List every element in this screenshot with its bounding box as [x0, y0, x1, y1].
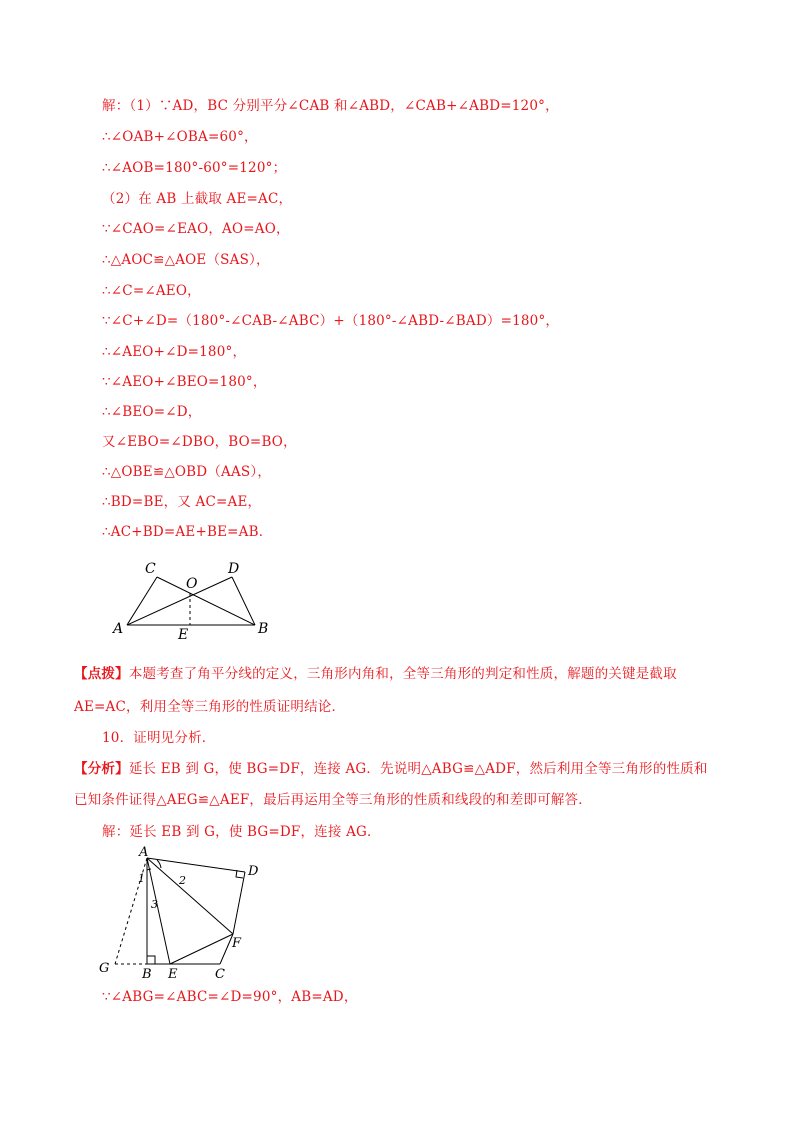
point-label-c: C: [215, 967, 225, 980]
dianbo-line-2: AE=AC，利用全等三角形的性质证明结论．: [74, 699, 346, 715]
solution-line: ∴△AOC≌△AOE（SAS），: [102, 252, 270, 268]
point-label-b: B: [142, 967, 152, 980]
geometry-figure-1: [100, 555, 290, 645]
analysis-line-2: 已知条件证得△AEG≌△AEF，最后再运用全等三角形的性质和线段的和差即可解答．: [74, 792, 592, 808]
point-label-f: F: [232, 936, 242, 951]
point-label-g: G: [99, 961, 110, 976]
solution-line: ∴∠OAB+∠OBA=60°，: [102, 129, 258, 145]
point-label-a: A: [139, 845, 149, 860]
angle-label-1: 1: [138, 872, 145, 885]
dianbo-text: 本题考查了角平分线的定义，三角形内角和，全等三角形的判定和性质，解题的关键是截取: [128, 666, 677, 682]
point-label-d: D: [228, 561, 240, 577]
analysis-text: 延长 EB 到 G，使 BG=DF，连接 AG．先说明△ABG≌△ADF，然后利用全等三角形的性质和: [128, 761, 708, 777]
solution-line: ∴△OBE≌△OBD（AAS），: [102, 464, 272, 480]
solution-10-line-2: ∵∠ABG=∠ABC=∠D=90°，AB=AD，: [102, 989, 358, 1005]
solution-line: ∴AC+BD=AE+BE=AB．: [102, 524, 273, 540]
solution-line: ∴∠AOB=180°-60°=120°；: [102, 160, 287, 176]
question-10-label: 10．证明见分析．: [102, 730, 216, 746]
point-label-c: C: [145, 561, 156, 577]
point-label-d: D: [248, 864, 259, 879]
point-label-e: E: [168, 967, 178, 980]
solution-line: ∴BD=BE，又 AC=AE，: [102, 494, 262, 510]
solution-line: ∵∠CAO=∠EAO，AO=AO，: [102, 221, 290, 237]
solution-line: （2）在 AB 上截取 AE=AC，: [102, 191, 293, 207]
angle-label-2: 2: [179, 874, 186, 887]
point-label-e: E: [178, 627, 189, 643]
solution-line: ∴∠C=∠AEO，: [102, 283, 201, 299]
solution-line: ∴∠BEO=∠D，: [102, 404, 202, 420]
dianbo-line-1: [74, 664, 677, 684]
solution-line: ∵∠AEO+∠BEO=180°，: [102, 374, 267, 390]
solution-line: ∵∠C+∠D=（180°-∠CAB-∠ABC）+（180°-∠ABD-∠BAD）=180°，: [102, 313, 560, 329]
dianbo-tag: 【点拨】: [74, 666, 129, 682]
point-label-a: A: [113, 621, 124, 637]
solution-line: ∴∠AEO+∠D=180°，: [102, 344, 247, 360]
point-label-o: O: [186, 576, 198, 592]
solution-line: 解：（1）∵AD，BC 分别平分∠CAB 和∠ABD，∠CAB+∠ABD=120°，: [102, 98, 559, 114]
solution-10-line-1: 解：延长 EB 到 G，使 BG=DF，连接 AG．: [102, 824, 381, 840]
geometry-figure-2: [95, 840, 275, 980]
solution-line: 又∠EBO=∠DBO，BO=BO，: [102, 434, 297, 450]
angle-label-3: 3: [151, 898, 158, 911]
analysis-line-1: [74, 759, 708, 779]
point-label-b: B: [258, 621, 269, 637]
analysis-tag: 【分析】: [74, 761, 129, 777]
